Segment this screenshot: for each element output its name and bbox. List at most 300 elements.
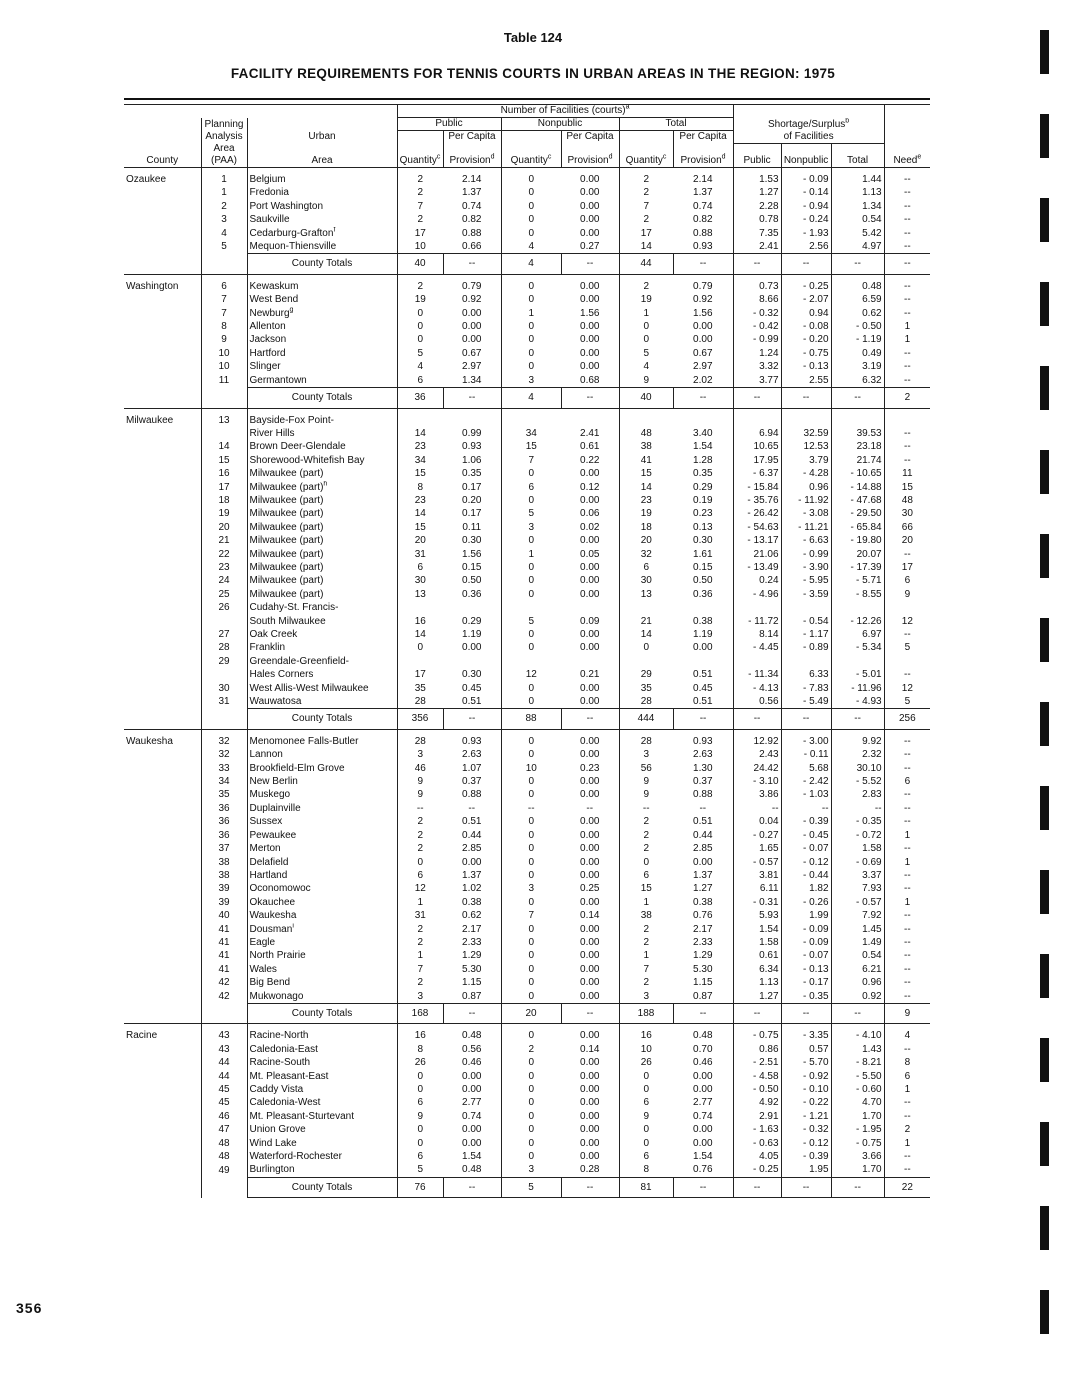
- header-quantity-public: Quantity$^c$: [397, 143, 443, 168]
- county-totals-row: [124, 1003, 930, 1023]
- nonpublic-quantity: 0: [501, 1070, 561, 1083]
- total-per-capita: 0.67: [693, 347, 713, 359]
- shortage-public: 0.24: [733, 574, 781, 587]
- footnote-mark: g: [289, 306, 294, 314]
- urban-area: Milwaukee (part): [247, 548, 397, 561]
- county-cell: [124, 775, 201, 788]
- shortage-nonpublic: 0.57: [781, 1043, 831, 1056]
- public-per-capita: 0.45: [462, 682, 482, 694]
- nonpublic-quantity: 0: [501, 360, 561, 373]
- need: --: [884, 427, 930, 440]
- public-per-capita: 0.74: [462, 200, 482, 212]
- shortage-total: 0.62: [831, 307, 884, 320]
- shortage-total: - 5.50: [831, 1070, 884, 1083]
- nonpublic-quantity: [501, 601, 561, 614]
- shortage-nonpublic: - 6.63: [781, 534, 831, 547]
- county-cell: [124, 601, 201, 614]
- total-quantity: 2: [619, 186, 673, 199]
- shortage-total: 7.92: [831, 909, 884, 922]
- nonpublic-quantity: 0: [501, 682, 561, 695]
- total-quantity: 9: [619, 788, 673, 801]
- need: --: [884, 842, 930, 855]
- total-per-capita: 0.87: [693, 990, 713, 1002]
- county-cell: [124, 641, 201, 654]
- shortage-public: 2.41: [733, 240, 781, 254]
- county-cell: [124, 1163, 201, 1177]
- shortage-nonpublic: - 0.08: [781, 320, 831, 333]
- need: 6: [884, 775, 930, 788]
- county-cell: [124, 1070, 201, 1083]
- nonpublic-quantity: 0: [501, 842, 561, 855]
- public-per-capita: 0.51: [462, 816, 482, 828]
- total-quantity: 13: [619, 588, 673, 601]
- county-cell: [124, 1056, 201, 1069]
- county-totals-label: County Totals: [247, 1177, 397, 1197]
- total-quantity: 2: [619, 842, 673, 855]
- public-quantity: 1: [397, 949, 443, 962]
- public-per-capita: --: [468, 802, 476, 814]
- public-quantity: 14: [397, 507, 443, 520]
- nonpublic-quantity: 34: [501, 427, 561, 440]
- public-per-capita: 0.62: [462, 910, 482, 922]
- county-cell: [124, 561, 201, 574]
- table-row: [124, 788, 930, 801]
- public-quantity: 10: [397, 240, 443, 254]
- paa: 15: [201, 454, 247, 467]
- shortage-public: - 3.10: [733, 775, 781, 788]
- shortage-nonpublic: - 3.35: [781, 1029, 831, 1042]
- public-quantity: 9: [397, 788, 443, 801]
- total-per-capita: 1.37: [693, 187, 713, 199]
- shortage-total: - 14.88: [831, 481, 884, 494]
- county-totals-value: 40: [397, 254, 443, 274]
- shortage-nonpublic: - 5.95: [781, 574, 831, 587]
- total-quantity: 4: [619, 360, 673, 373]
- total-per-capita: 0.51: [693, 816, 713, 828]
- total-quantity: 10: [619, 1043, 673, 1056]
- top-rule: [124, 98, 930, 100]
- total-quantity: 56: [619, 762, 673, 775]
- urban-area: Jackson: [247, 333, 397, 346]
- shortage-total: - 0.50: [831, 320, 884, 333]
- nonpublic-quantity: 3: [501, 521, 561, 534]
- table-row: [124, 695, 930, 709]
- county-name: Racine: [126, 1030, 158, 1042]
- shortage-nonpublic: - 0.20: [781, 333, 831, 346]
- shortage-public: 0.78: [733, 213, 781, 226]
- county-cell: [124, 909, 201, 922]
- total-per-capita: 0.44: [693, 829, 713, 841]
- need: 1: [884, 896, 930, 909]
- shortage-nonpublic: - 3.90: [781, 561, 831, 574]
- public-quantity: [397, 414, 443, 427]
- nonpublic-quantity: 0: [501, 815, 561, 828]
- county-totals-value: 88: [501, 709, 561, 729]
- shortage-public: - 0.50: [733, 1083, 781, 1096]
- shortage-total: - 4.93: [831, 695, 884, 709]
- total-per-capita: 0.13: [693, 521, 713, 533]
- county-cell: [124, 762, 201, 775]
- paa: 31: [201, 695, 247, 709]
- shortage-total: - 65.84: [831, 521, 884, 534]
- urban-area: Dousman$^i$: [247, 923, 397, 936]
- county-totals-value: --: [443, 1003, 501, 1023]
- urban-area: West Allis-West Milwaukee: [247, 682, 397, 695]
- public-quantity: 3: [397, 990, 443, 1004]
- nonpublic-per-capita: [561, 601, 619, 614]
- total-per-capita: --: [699, 802, 707, 814]
- total-per-capita: 1.54: [693, 1151, 713, 1163]
- county-cell: [124, 507, 201, 520]
- table-heading: FACILITY REQUIREMENTS FOR TENNIS COURTS IN URBAN AREAS IN THE REGION: 1975: [230, 66, 836, 81]
- public-quantity: 0: [397, 1070, 443, 1083]
- shortage-public: 5.93: [733, 909, 781, 922]
- paa: 41: [201, 963, 247, 976]
- public-per-capita: 0.82: [462, 214, 482, 226]
- table-row: [124, 333, 930, 346]
- need: --: [884, 869, 930, 882]
- total-quantity: 28: [619, 735, 673, 748]
- total-quantity: 6: [619, 561, 673, 574]
- county-cell: [124, 1150, 201, 1163]
- county-totals-value: 40: [619, 388, 673, 408]
- shortage-public: 10.65: [733, 440, 781, 453]
- need: 66: [884, 521, 930, 534]
- public-per-capita: 0.48: [462, 1164, 482, 1176]
- total-quantity: 5: [619, 347, 673, 360]
- total-per-capita: 1.61: [693, 548, 713, 560]
- header-urban-line1: Urban: [247, 131, 397, 144]
- paa: 18: [201, 494, 247, 507]
- total-per-capita: 0.46: [693, 1057, 713, 1069]
- nonpublic-per-capita: 0.00: [580, 896, 600, 908]
- shortage-nonpublic: - 0.39: [781, 815, 831, 828]
- urban-area: Muskego: [247, 788, 397, 801]
- public-per-capita: 0.00: [462, 1084, 482, 1095]
- nonpublic-quantity: 0: [501, 280, 561, 293]
- shortage-public: 6.94: [733, 427, 781, 440]
- total-quantity: 23: [619, 494, 673, 507]
- nonpublic-quantity: 0: [501, 347, 561, 360]
- need: --: [884, 1163, 930, 1177]
- county-totals-value: --: [781, 254, 831, 274]
- public-quantity: 26: [397, 1056, 443, 1069]
- nonpublic-per-capita: 0.00: [580, 227, 600, 239]
- public-per-capita: 1.19: [462, 629, 482, 640]
- total-quantity: 7: [619, 963, 673, 976]
- public-quantity: 8: [397, 481, 443, 494]
- nonpublic-quantity: 10: [501, 762, 561, 775]
- public-quantity: 30: [397, 574, 443, 587]
- table-row: [124, 682, 930, 695]
- shortage-total: 3.19: [831, 360, 884, 373]
- shortage-public: 3.32: [733, 360, 781, 373]
- public-per-capita: 0.11: [462, 521, 482, 533]
- shortage-nonpublic: - 3.00: [781, 735, 831, 748]
- paa: 36: [201, 829, 247, 842]
- need: --: [884, 307, 930, 320]
- urban-area: Hales Corners: [247, 668, 397, 681]
- table-row: [124, 507, 930, 520]
- county-cell: [124, 200, 201, 213]
- table-row: [124, 360, 930, 373]
- need: 30: [884, 507, 930, 520]
- need: 12: [884, 682, 930, 695]
- need: 8: [884, 1056, 930, 1069]
- county-cell: [124, 882, 201, 895]
- county-totals-value: --: [443, 1177, 501, 1197]
- public-quantity: 2: [397, 829, 443, 842]
- county-cell: [124, 1003, 201, 1023]
- header-paa-line2: Analysis: [201, 131, 247, 144]
- total-quantity: 2: [619, 923, 673, 936]
- paa: 24: [201, 574, 247, 587]
- total-per-capita: 1.27: [693, 883, 713, 895]
- total-per-capita: 0.29: [693, 481, 713, 493]
- need: --: [884, 909, 930, 922]
- total-per-capita: 0.76: [693, 1164, 713, 1176]
- county-totals-value: --: [561, 254, 619, 274]
- county-totals-value: --: [781, 1003, 831, 1023]
- table-row: [124, 923, 930, 936]
- urban-area: Pewaukee: [247, 829, 397, 842]
- total-quantity: 38: [619, 909, 673, 922]
- header-quantity-total: Quantity$^c$: [619, 143, 673, 168]
- margin-bar: [1040, 702, 1049, 746]
- table-row: [124, 1043, 930, 1056]
- total-per-capita: 0.23: [693, 508, 713, 520]
- public-quantity: 19: [397, 293, 443, 306]
- paa: [201, 388, 247, 408]
- total-quantity: 20: [619, 534, 673, 547]
- need: --: [884, 1096, 930, 1109]
- nonpublic-per-capita: 0.00: [580, 321, 600, 333]
- total-quantity: 35: [619, 682, 673, 695]
- public-quantity: 0: [397, 333, 443, 346]
- public-per-capita: 0.67: [462, 347, 482, 359]
- total-quantity: --: [619, 802, 673, 815]
- table-row: [124, 427, 930, 440]
- public-per-capita: 2.77: [462, 1097, 482, 1109]
- paa: [201, 668, 247, 681]
- public-per-capita: 0.48: [462, 1030, 482, 1042]
- nonpublic-quantity: 3: [501, 1163, 561, 1177]
- margin-bar: [1040, 870, 1049, 914]
- public-per-capita: 2.85: [462, 843, 482, 855]
- nonpublic-quantity: 0: [501, 1110, 561, 1123]
- county-totals-row: [124, 254, 930, 274]
- header-per-capita-nonpublic: Per Capita: [561, 131, 619, 144]
- margin-bar: [1040, 954, 1049, 998]
- need: [884, 414, 930, 427]
- footnote-mark: h: [323, 480, 328, 488]
- nonpublic-quantity: 0: [501, 976, 561, 989]
- nonpublic-per-capita: 0.06: [580, 508, 600, 520]
- public-quantity: 2: [397, 815, 443, 828]
- total-per-capita: 2.33: [693, 936, 713, 948]
- table-row: [124, 414, 930, 427]
- urban-area: Sussex: [247, 815, 397, 828]
- table-row: [124, 869, 930, 882]
- urban-area: Franklin: [247, 641, 397, 654]
- urban-area: Cudahy-St. Francis-: [247, 601, 397, 614]
- county-cell: [124, 682, 201, 695]
- shortage-public: 3.77: [733, 374, 781, 388]
- paa: 41: [201, 949, 247, 962]
- public-per-capita: 1.37: [462, 187, 482, 199]
- shortage-nonpublic: - 1.21: [781, 1110, 831, 1123]
- paa: 1: [201, 173, 247, 186]
- county-cell: [124, 695, 201, 709]
- county-totals-value: 4: [501, 254, 561, 274]
- county-totals-value: --: [673, 1177, 733, 1197]
- public-quantity: 28: [397, 735, 443, 748]
- public-quantity: 16: [397, 1029, 443, 1042]
- total-per-capita: 0.92: [693, 294, 713, 306]
- total-per-capita: 0.93: [693, 735, 713, 747]
- nonpublic-per-capita: 0.00: [580, 990, 600, 1002]
- need: --: [884, 628, 930, 641]
- nonpublic-quantity: 0: [501, 227, 561, 240]
- need: 12: [884, 615, 930, 628]
- nonpublic-per-capita: 0.00: [580, 856, 600, 868]
- county-totals-value: --: [561, 709, 619, 729]
- nonpublic-per-capita: 0.00: [580, 735, 600, 747]
- urban-area: Mukwonago: [247, 990, 397, 1004]
- need: --: [884, 762, 930, 775]
- paa: 42: [201, 976, 247, 989]
- shortage-total: - 4.10: [831, 1029, 884, 1042]
- shortage-total: - 19.80: [831, 534, 884, 547]
- nonpublic-quantity: 0: [501, 293, 561, 306]
- total-quantity: 16: [619, 1029, 673, 1042]
- need: 4: [884, 1029, 930, 1042]
- total-quantity: 1: [619, 949, 673, 962]
- shortage-public: 1.65: [733, 842, 781, 855]
- nonpublic-quantity: 0: [501, 1029, 561, 1042]
- nonpublic-quantity: 0: [501, 896, 561, 909]
- shortage-public: 3.81: [733, 869, 781, 882]
- county-cell: [124, 829, 201, 842]
- paa: 30: [201, 682, 247, 695]
- urban-area: Mequon-Thiensville: [247, 240, 397, 254]
- nonpublic-per-capita: 0.00: [580, 749, 600, 761]
- shortage-nonpublic: - 0.99: [781, 548, 831, 561]
- public-quantity: 23: [397, 440, 443, 453]
- paa: 1: [201, 186, 247, 199]
- page-number: 356: [16, 1300, 43, 1316]
- public-quantity: 15: [397, 467, 443, 480]
- shortage-total: 6.32: [831, 374, 884, 388]
- paa: 7: [201, 293, 247, 306]
- table-row: [124, 829, 930, 842]
- nonpublic-per-capita: 0.05: [580, 548, 600, 560]
- nonpublic-quantity: 0: [501, 467, 561, 480]
- county-cell: [124, 347, 201, 360]
- urban-area: New Berlin: [247, 775, 397, 788]
- shortage-public: - 0.57: [733, 856, 781, 869]
- paa: 32: [201, 748, 247, 761]
- paa: 44: [201, 1070, 247, 1083]
- table-row: [124, 588, 930, 601]
- shortage-nonpublic: - 11.92: [781, 494, 831, 507]
- shortage-public: - 15.84: [733, 481, 781, 494]
- table-row: [124, 1137, 930, 1150]
- table-row: [124, 1110, 930, 1123]
- public-quantity: 34: [397, 454, 443, 467]
- shortage-public: 1.53: [733, 173, 781, 186]
- public-per-capita: 0.99: [462, 427, 482, 439]
- total-per-capita: 0.51: [693, 669, 713, 681]
- nonpublic-per-capita: 0.00: [580, 776, 600, 788]
- table-row: [124, 1163, 930, 1177]
- shortage-nonpublic: - 0.89: [781, 641, 831, 654]
- table-row: [124, 454, 930, 467]
- total-quantity: 2: [619, 976, 673, 989]
- margin-bar: [1040, 114, 1049, 158]
- total-quantity: 0: [619, 333, 673, 346]
- shortage-public: 4.05: [733, 1150, 781, 1163]
- paa: 20: [201, 521, 247, 534]
- shortage-nonpublic: [781, 414, 831, 427]
- total-per-capita: 0.00: [693, 1070, 713, 1082]
- nonpublic-quantity: --: [501, 802, 561, 815]
- shortage-total: 0.54: [831, 949, 884, 962]
- total-quantity: 2: [619, 280, 673, 293]
- paa: [201, 709, 247, 729]
- margin-bar: [1040, 534, 1049, 578]
- need: 5: [884, 695, 930, 709]
- paa: 22: [201, 548, 247, 561]
- shortage-public: - 4.96: [733, 588, 781, 601]
- county-cell: [124, 374, 201, 388]
- public-per-capita: 1.02: [462, 883, 482, 895]
- need: --: [884, 227, 930, 240]
- shortage-total: 2.32: [831, 748, 884, 761]
- need: --: [884, 990, 930, 1004]
- nonpublic-quantity: 0: [501, 735, 561, 748]
- shortage-public: 1.24: [733, 347, 781, 360]
- public-per-capita: 0.44: [462, 829, 482, 841]
- shortage-total: - 0.75: [831, 1137, 884, 1150]
- total-quantity: 2: [619, 213, 673, 226]
- table-row: [124, 802, 930, 815]
- total-quantity: 14: [619, 240, 673, 254]
- county-cell: [124, 454, 201, 467]
- nonpublic-quantity: 7: [501, 909, 561, 922]
- county-cell: [124, 427, 201, 440]
- shortage-public: - 0.25: [733, 1163, 781, 1177]
- total-per-capita: 0.00: [693, 856, 713, 868]
- shortage-nonpublic: [781, 601, 831, 614]
- urban-area: Wind Lake: [247, 1137, 397, 1150]
- shortage-nonpublic: - 0.39: [781, 1150, 831, 1163]
- total-per-capita: 0.79: [693, 280, 713, 292]
- shortage-total: - 5.01: [831, 668, 884, 681]
- county-cell: [124, 976, 201, 989]
- nonpublic-per-capita: 0.00: [580, 789, 600, 801]
- table-row: [124, 762, 930, 775]
- need: 20: [884, 534, 930, 547]
- paa: 46: [201, 1110, 247, 1123]
- nonpublic-per-capita: 0.22: [580, 454, 600, 466]
- urban-area: Belgium: [247, 173, 397, 186]
- total-per-capita: 1.56: [693, 307, 713, 319]
- total-per-capita: 3.40: [693, 427, 713, 439]
- nonpublic-per-capita: 0.00: [580, 869, 600, 881]
- nonpublic-quantity: [501, 655, 561, 668]
- nonpublic-quantity: 0: [501, 856, 561, 869]
